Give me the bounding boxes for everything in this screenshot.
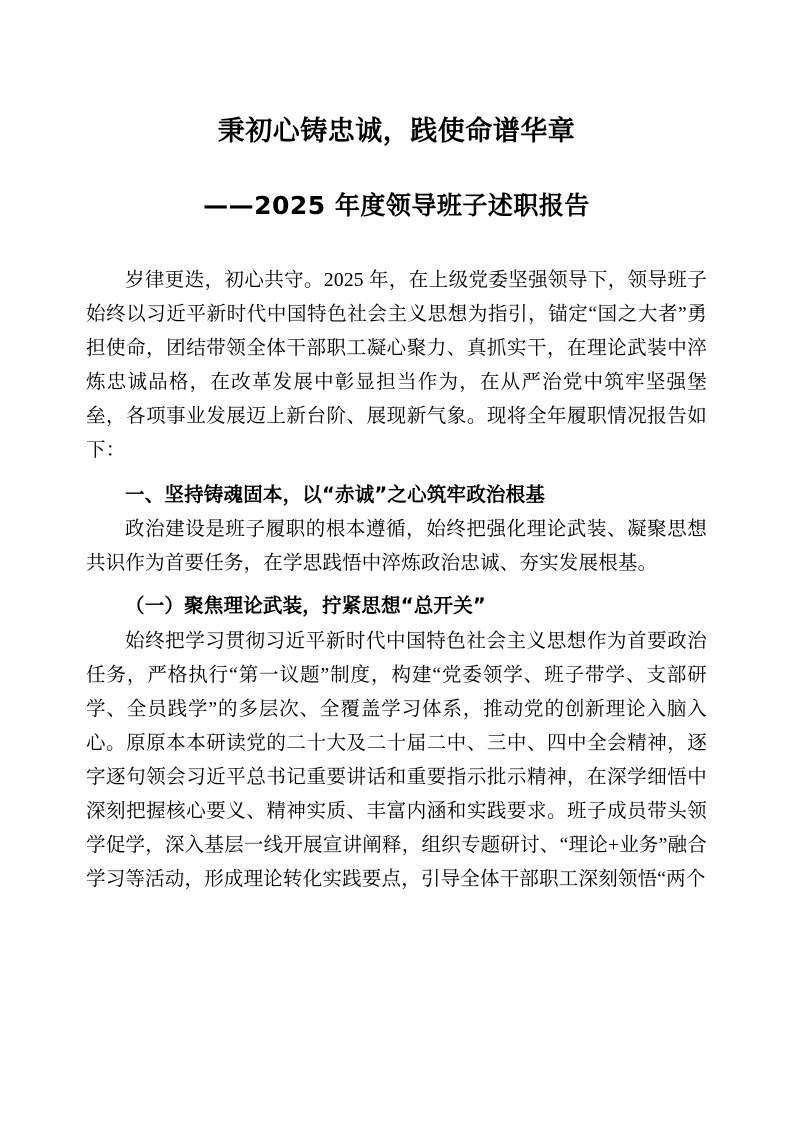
document-body xyxy=(86,264,707,897)
section-1-paragraph: 政治建设是班子履职的根本遵循，始终把强化理论武装、凝聚思想共识作为首要任务，在学思践悟中淬炼政治忠诚、夯实发展根基。 xyxy=(86,519,707,575)
intro-paragraph: 岁律更迭，初心共守。2025 年，在上级党委坚强领导下，领导班子始终以习近平新时代中国特色社会主义思想为指引，锚定“国之大者”勇担使命，团结带领全体干部职工凝心聚力、真抓实干，在理论武装中淬炼忠诚品格，在改革发展中彰显担当作为，在从严治党中筑牢坚强堡垒，各项事业发展迈上新台阶、展现新气象。现将全年履职情况报告如下： xyxy=(86,270,707,461)
page-subtitle: ——2025 年度领导班子述职报告 xyxy=(203,190,590,220)
page-title: 秉初心铸忠诚，践使命谱华章 xyxy=(217,116,576,147)
subsection-1-1-paragraph: 始终把学习贯彻习近平新时代中国特色社会主义思想作为首要政治任务，严格执行“第一议题”制度，构建“党委领学、班子带学、支部研学、全员践学”的多层次、全覆盖学习体系，推动党的创新理论入脑入心。原原本本研读党的二十大及二十届二中、三中、四中全会精神，逐字逐句领会习近平总书记重要讲话和重要指示批示精神，在深学细悟中深刻把握核心要义、精神实质、丰富内涵和实践要求。班子成员带头领学促学，深入基层一线开展宣讲阐释，组织专题研讨、“理论+业务”融合学习等活动，形成理论转化实践要点，引导全体干部职工深刻领悟“两个 xyxy=(86,631,707,890)
section-heading-1: 一、坚持铸魂固本，以“赤诚”之心筑牢政治根基 xyxy=(125,482,546,506)
subsection-heading-1-1: （一）聚焦理论武装，拧紧思想“总开关” xyxy=(125,594,486,618)
